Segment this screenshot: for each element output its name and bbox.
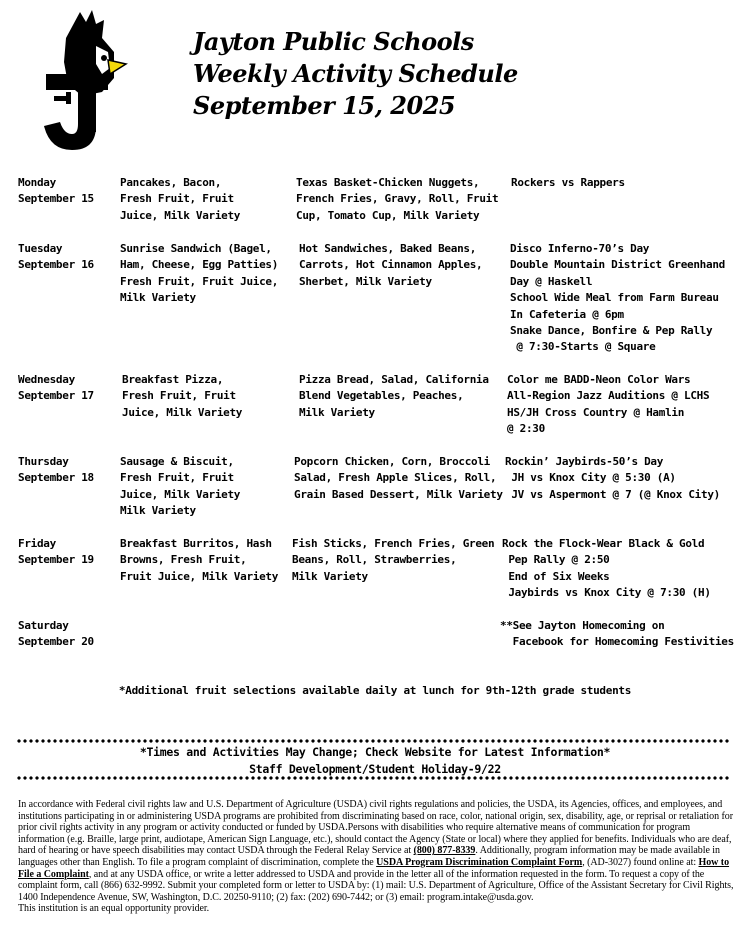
day-date: September 18 (18, 471, 94, 485)
lunch-menu-line: Blend Vegetables, Peaches, (299, 389, 464, 403)
activities-list (510, 241, 725, 356)
breakfast-menu (122, 372, 242, 421)
lunch-menu-line: Carrots, Hot Cinnamon Apples, (299, 258, 483, 272)
breakfast-menu (120, 175, 240, 224)
day-label (18, 618, 94, 651)
activities-list-line: Rock the Flock-Wear Black & Gold (502, 537, 705, 550)
breakfast-menu-line: Fresh Fruit, Fruit (120, 471, 234, 485)
breakfast-menu-line: Milk Variety (120, 504, 196, 518)
lunch-menu-line: Salad, Fresh Apple Slices, Roll, (294, 471, 497, 485)
lunch-menu (299, 372, 489, 421)
weekday: Saturday (18, 619, 69, 632)
usda-nondiscrimination-statement (18, 799, 738, 915)
breakfast-menu-line: Breakfast Burritos, Hash (120, 537, 272, 550)
breakfast-menu-line: Ham, Cheese, Egg Patties) (120, 258, 279, 272)
activities-list-line: JV vs Aspermont @ 7 (@ Knox City) (505, 487, 720, 501)
activities-list-line: School Wide Meal from Farm Bureau (510, 291, 719, 305)
lunch-menu (299, 241, 482, 290)
lunch-menu-line: Sherbet, Milk Variety (299, 274, 432, 288)
day-date: September 17 (18, 389, 94, 403)
dotted-divider-top (16, 739, 730, 743)
weekday: Friday (18, 537, 56, 550)
letter-j-icon (44, 74, 108, 150)
lunch-menu (296, 175, 498, 224)
equal-opportunity-line: This institution is an equal opportunity provider. (18, 903, 210, 915)
lunch-menu-line: Beans, Roll, Strawberries, (292, 553, 457, 567)
title-date: September 15, 2025 (193, 91, 456, 120)
legal-text-2: . Additionally, program information may be made available in languages other than English. To file a program complaint of discrimination, complete the (18, 845, 720, 868)
how-to-file-link[interactable]: How to File a Complaint (18, 856, 730, 880)
breakfast-menu-line: Fresh Fruit, Fruit Juice, (120, 274, 279, 288)
activities-list-line: End of Six Weeks (502, 569, 610, 583)
breakfast-menu-line: Sunrise Sandwich (Bagel, (120, 242, 272, 255)
activities-list-line: Disco Inferno-70’s Day (510, 242, 650, 255)
activities-list-line: Pep Rally @ 2:50 (502, 553, 610, 567)
breakfast-menu (120, 454, 240, 520)
breakfast-menu-line: Browns, Fresh Fruit, (120, 553, 247, 567)
activities-list-line: @ 7:30-Starts @ Square (510, 340, 656, 354)
breakfast-menu-line: Juice, Milk Variety (122, 405, 243, 419)
day-date: September 16 (18, 258, 94, 272)
activities-list-line: Rockers vs Rappers (511, 176, 625, 189)
activities-list-line: Jaybirds vs Knox City @ 7:30 (H) (502, 586, 711, 600)
activities-list-line: HS/JH Cross Country @ Hamlin (507, 405, 685, 419)
activities-list (500, 618, 734, 651)
breakfast-menu-line: Fresh Fruit, Fruit (120, 192, 234, 206)
breakfast-menu-line: Milk Variety (120, 291, 196, 305)
breakfast-menu-line: Fresh Fruit, Fruit (122, 389, 236, 403)
breakfast-menu-line: Pancakes, Bacon, (120, 176, 222, 189)
activities-list-line: All-Region Jazz Auditions @ LCHS (507, 389, 710, 403)
day-date: September 19 (18, 553, 94, 567)
activities-list-line: Day @ Haskell (510, 274, 593, 288)
activities-list (507, 372, 709, 438)
lunch-menu (292, 536, 494, 585)
lunch-menu-line: Milk Variety (292, 569, 368, 583)
activities-list-line: **See Jayton Homecoming on (500, 619, 665, 632)
activities-list-line: JH vs Knox City @ 5:30 (A) (505, 471, 676, 485)
breakfast-menu (120, 536, 278, 585)
weekday: Monday (18, 176, 56, 189)
document-title (193, 26, 518, 122)
day-label (18, 454, 94, 487)
activities-list-line: Color me BADD-Neon Color Wars (507, 373, 691, 386)
activities-list (502, 536, 711, 602)
activities-list-line: Rockin’ Jaybirds-50’s Day (505, 455, 664, 468)
day-label (18, 536, 94, 569)
legal-text-3: , (AD-3027) found online at: (582, 856, 697, 868)
notice-times-change: *Times and Activities May Change; Check Website for Latest Information* (139, 745, 611, 759)
day-date: September 15 (18, 192, 94, 206)
breakfast-menu-line: Fruit Juice, Milk Variety (120, 569, 279, 583)
lunch-menu (294, 454, 503, 503)
day-label (18, 241, 94, 274)
notice-holiday: Staff Development/Student Holiday-9/22 (249, 762, 501, 776)
legal-text-1: In accordance with Federal civil rights law and U.S. Department of Agriculture (USDA) civil rights regulations and policies, the USDA, its Agencies, offices, and employees, and institutions participating in or administering USDA programs are prohibited from discriminating based on race, color, national origin, sex, disability, age, or reprisal or retaliation for prior civil rights activity in any program or activity conducted or funded by USDA.Persons with disabilities who require alternative means of communication for program information (e.g. Braille, large print, audiotape, American Sign Language, etc.), should contact the Agency (State or local) where they applied for benefits. Individuals who are deaf, hard of hearing or have speech disabilities may contact USDA through the Federal Relay Service at (18, 799, 733, 857)
title-school: Jayton Public Schools (193, 27, 474, 56)
day-label (18, 372, 94, 405)
fruit-note: *Additional fruit selections available daily at lunch for 9th-12th grade students (118, 684, 632, 697)
lunch-menu-line: Fish Sticks, French Fries, Green (292, 537, 495, 550)
breakfast-menu-line: Breakfast Pizza, (122, 373, 224, 386)
activities-list-line: Snake Dance, Bonfire & Pep Rally (510, 324, 713, 338)
jaybird-logo (22, 8, 130, 156)
title-schedule: Weekly Activity Schedule (193, 59, 518, 88)
weekday: Thursday (18, 455, 69, 468)
day-label (18, 175, 94, 208)
activities-list (505, 454, 720, 503)
lunch-menu-line: Popcorn Chicken, Corn, Broccoli (294, 455, 490, 468)
dotted-divider-bottom (16, 776, 730, 780)
lunch-menu-line: Pizza Bread, Salad, California (299, 373, 489, 386)
weekday: Wednesday (18, 373, 75, 386)
activities-list-line: @ 2:30 (507, 422, 545, 436)
activities-list-line: In Cafeteria @ 6pm (510, 307, 624, 321)
weekday: Tuesday (18, 242, 63, 255)
activities-list-line: Double Mountain District Greenhand (510, 258, 725, 272)
lunch-menu-line: Hot Sandwiches, Baked Beans, (299, 242, 477, 255)
lunch-menu-line: Milk Variety (299, 405, 375, 419)
relay-phone-number: (800) 877-8339 (413, 845, 476, 857)
legal-text-4: , and at any USDA office, or write a letter addressed to USDA and provide in the letter all of the information requested in the form. To request a copy of the complaint form, call (866) 632-9992. Submit your completed form or letter to USDA by: (1) mail: U.S. Department of Agriculture, Office of the Assistant Secretary for Civil Rights, 1400 Independence Avenue, SW, Washington, D.C. 20250-9110; (2) fax: (202) 690-7442; or (3) email: program.intake@usda.gov. (18, 868, 734, 903)
lunch-menu-line: French Fries, Gravy, Roll, Fruit (296, 192, 499, 206)
breakfast-menu-line: Juice, Milk Variety (120, 208, 241, 222)
activities-list (511, 175, 625, 191)
lunch-menu-line: Texas Basket-Chicken Nuggets, (296, 176, 480, 189)
notice-banner (0, 744, 750, 778)
breakfast-menu-line: Sausage & Biscuit, (120, 455, 234, 468)
activities-list-line: Facebook for Homecoming Festivities (500, 635, 734, 649)
breakfast-menu (120, 241, 278, 307)
lunch-menu-line: Grain Based Dessert, Milk Variety (294, 487, 503, 501)
lunch-menu-line: Cup, Tomato Cup, Milk Variety (296, 208, 480, 222)
day-date: September 20 (18, 635, 94, 649)
breakfast-menu-line: Juice, Milk Variety (120, 487, 241, 501)
complaint-form-link[interactable]: USDA Program Discrimination Complaint Form (376, 856, 583, 868)
